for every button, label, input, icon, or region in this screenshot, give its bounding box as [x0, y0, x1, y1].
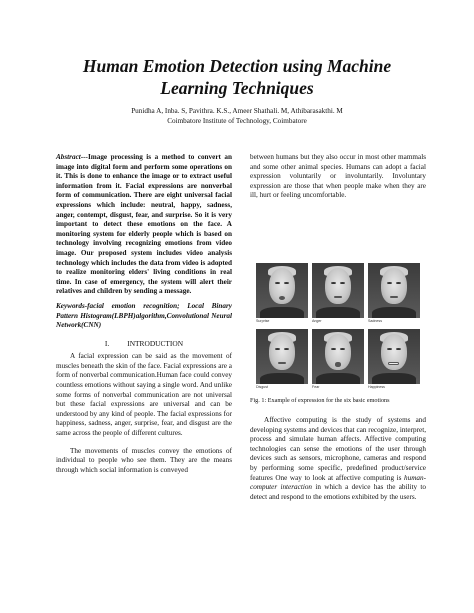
paper-title [20, 55, 454, 99]
title-line-1: Human Emotion Detection using Machine [82, 56, 392, 76]
face-label: Fear [312, 385, 320, 389]
face-sadness [368, 263, 420, 323]
abstract [56, 153, 232, 297]
intro-paragraph-2: The movements of muscles convey the emotions of individual to people who see them. They are the means through which social information is conveyed [56, 446, 232, 474]
face-fear [312, 329, 364, 389]
face-photo-icon [368, 329, 420, 384]
face-label: Happiness [368, 385, 385, 389]
right-column-bottom [250, 416, 426, 510]
left-column [56, 153, 232, 483]
affiliation: Coimbatore Institute of Technology, Coimbatore [167, 117, 307, 125]
face-photo-icon [368, 263, 420, 318]
affective-paragraph [250, 416, 426, 502]
face-anger [312, 263, 364, 323]
face-disgust [256, 329, 308, 389]
abstract-dashes: --- [80, 153, 88, 161]
keywords: Keywords-facial emotion recognition; Local Binary Pattern Histogram(LBPH)algorithm,Convolutional Neural Network(CNN) [56, 301, 232, 330]
section-number: I. [104, 338, 110, 348]
title-line-2: Learning Techniques [160, 78, 314, 98]
face-label: Surprise [256, 319, 270, 323]
section-title: INTRODUCTION [127, 338, 184, 348]
face-label: Sadness [368, 319, 382, 323]
figure-caption: Fig. 1: Example of expression for the six basic emotions [250, 397, 390, 404]
face-happiness [368, 329, 420, 389]
face-photo-icon [256, 329, 308, 384]
abstract-text: Image processing is a method to convert an image into digital form and perform some operations on it. This is done to enhance the image or to extract useful information from it. Facial expressions are nonverbal form of communication. There are eight universal facial expressions which include: neutral, happy, sadness, anger, contempt, disgust, fear, and surprise. So it is very important to detect these emotions on the face. A monitoring system for elderly people which is based on technology involving recognizing emotions from video image. Our proposed system includes video analysis technology which includes the data from video is adopted to realize monitoring elders' living conditions in real time. In case of emergency, the system will alert their relatives and children by sending a message. [56, 153, 232, 296]
affective-text-2: in which a device has the ability to detect and respond to the emotions exhibited by the users. [250, 483, 427, 501]
face-photo-icon [256, 263, 308, 318]
author-names: Punidha A, Inba. S, Pavithra. K.S., Ameer Shathali. M, Athibarasakthi. M [131, 107, 343, 115]
face-photo-icon [312, 263, 364, 318]
intro-paragraph-1: A facial expression can be said as the movement of muscles beneath the skin of the face. Facial expressions are a form of nonverbal communication.Human face could convey countless emotions without saying a single word. And unlike some forms of nonverbal communication are not universal but these facial expressions are universal and can be understood by any kind of people. The facial expressions for happiness, sadness, anger, surprise, fear, and disgust are the same across the people of different cultures. [56, 352, 232, 438]
abstract-label: Abstract [56, 153, 81, 161]
author-block [20, 106, 454, 126]
continued-paragraph: between humans but they also occur in most other mammals and some other animal species. Humans can adopt a facial expression voluntarily or involuntarily. Involuntary expression are those that when people make when they are ill, hurt or feeling uncomfortable. [250, 153, 426, 200]
face-label: Disgust [256, 385, 268, 389]
section-heading [56, 339, 232, 349]
right-column-top [250, 153, 426, 201]
affective-text-italic: human-computer interaction [250, 473, 426, 492]
face-label: Anger [312, 319, 322, 323]
face-photo-icon [312, 329, 364, 384]
affective-text-1: Affective computing is the study of systems and developing systems and devices that can recognize, interpret, process and simulate human affects. Affective computing technologies can sense the emotions of the user through devices such as sensors, microphone, cameras and respond by performing some specific, predefined product/service features One way to look at affective computing is [250, 416, 426, 482]
emotion-figure [256, 263, 420, 389]
face-surprise [256, 263, 308, 323]
